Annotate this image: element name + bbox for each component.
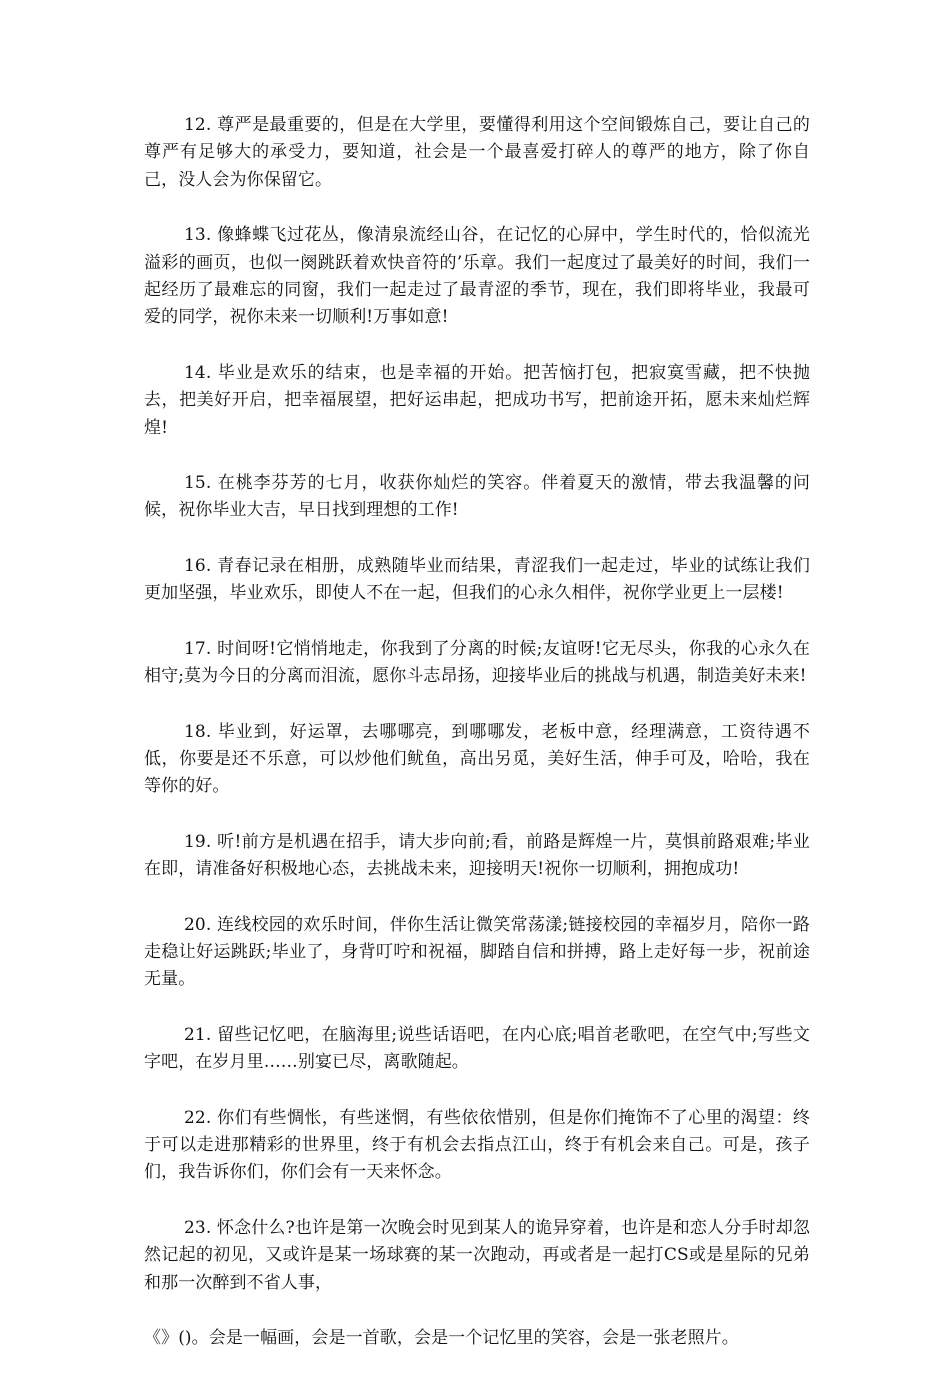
paragraph-18: 18. 毕业到，好运罩，去哪哪亮，到哪哪发，老板中意，经理满意，工资待遇不低，你要是还不乐意，可以炒他们鱿鱼，高出另觅，美好生活，伸手可及，哈哈，我在等你的好。 bbox=[144, 721, 810, 797]
paragraph-23: 23. 怀念什么?也许是第一次晚会时见到某人的诡异穿着，也许是和恋人分手时却忽然记起的初见，又或许是某一场球赛的某一次跑动，再或者是一起打CS或是星际的兄弟和那一次醉到不省人事， bbox=[144, 1217, 810, 1293]
paragraph-22: 22. 你们有些惆怅，有些迷惘，有些依依惜别，但是你们掩饰不了心里的渴望：终于可以走进那精彩的世界里，终于有机会去指点江山，终于有机会来自己。可是，孩子们，我告诉你们，你们会有一天来怀念。 bbox=[144, 1107, 810, 1183]
paragraph-15: 15. 在桃李芬芳的七月，收获你灿烂的笑容。伴着夏天的激情，带去我温馨的问候，祝你毕业大吉，早日找到理想的工作! bbox=[144, 473, 810, 521]
paragraph-16: 16. 青春记录在相册，成熟随毕业而结果，青涩我们一起走过，毕业的试练让我们更加坚强，毕业欢乐，即使人不在一起，但我们的心永久相伴，祝你学业更上一层楼! bbox=[144, 555, 810, 604]
document-body bbox=[144, 112, 810, 1380]
paragraph-17: 17. 时间呀!它悄悄地走，你我到了分离的时候;友谊呀!它无尽头，你我的心永久在相守;莫为今日的分离而泪流，愿你斗志昂扬，迎接毕业后的挑战与机遇，制造美好未来! bbox=[144, 638, 810, 687]
paragraph-12: 12. 尊严是最重要的，但是在大学里，要懂得利用这个空间锻炼自己，要让自己的尊严有足够大的承受力，要知道，社会是一个最喜爱打碎人的尊严的地方，除了你自己，没人会为你保留它。 bbox=[144, 115, 810, 190]
paragraph-20: 20. 连线校园的欢乐时间，伴你生活让微笑常荡漾;链接校园的幸福岁月，陪你一路走稳让好运跳跃;毕业了，身背叮咛和祝福，脚踏自信和拼搏，路上走好每一步，祝前途无量。 bbox=[144, 914, 810, 990]
paragraph-21: 21. 留些记忆吧，在脑海里;说些话语吧，在内心底;唱首老歌吧，在空气中;写些文字吧，在岁月里……别宴已尽，离歌随起。 bbox=[144, 1024, 810, 1073]
paragraph-19: 19. 听!前方是机遇在招手，请大步向前;看，前路是辉煌一片，莫惧前路艰难;毕业在即，请准备好积极地心态，去挑战未来，迎接明天!祝你一切顺利，拥抱成功! bbox=[144, 831, 810, 880]
paragraph-13: 13. 像蜂蝶飞过花丛，像清泉流经山谷，在记忆的心屏中，学生时代的，恰似流光溢彩的画页，也似一阕跳跃着欢快音符的’乐章。我们一起度过了最美好的时间，我们一起经历了最难忘的同窗，我们一起走过了最青涩的季节，现在，我们即将毕业，我最可爱的同学，祝你未来一切顺利!万事如意! bbox=[144, 225, 810, 328]
closing-line: 《》()。会是一幅画，会是一首歌，会是一个记忆里的笑容，会是一张老照片。 bbox=[144, 1328, 739, 1348]
paragraph-14: 14. 毕业是欢乐的结束，也是幸福的开始。把苦恼打包，把寂寞雪藏，把不快抛去，把美好开启，把幸福展望，把好运串起，把成功书写，把前途开拓，愿未来灿烂辉煌! bbox=[144, 362, 810, 438]
